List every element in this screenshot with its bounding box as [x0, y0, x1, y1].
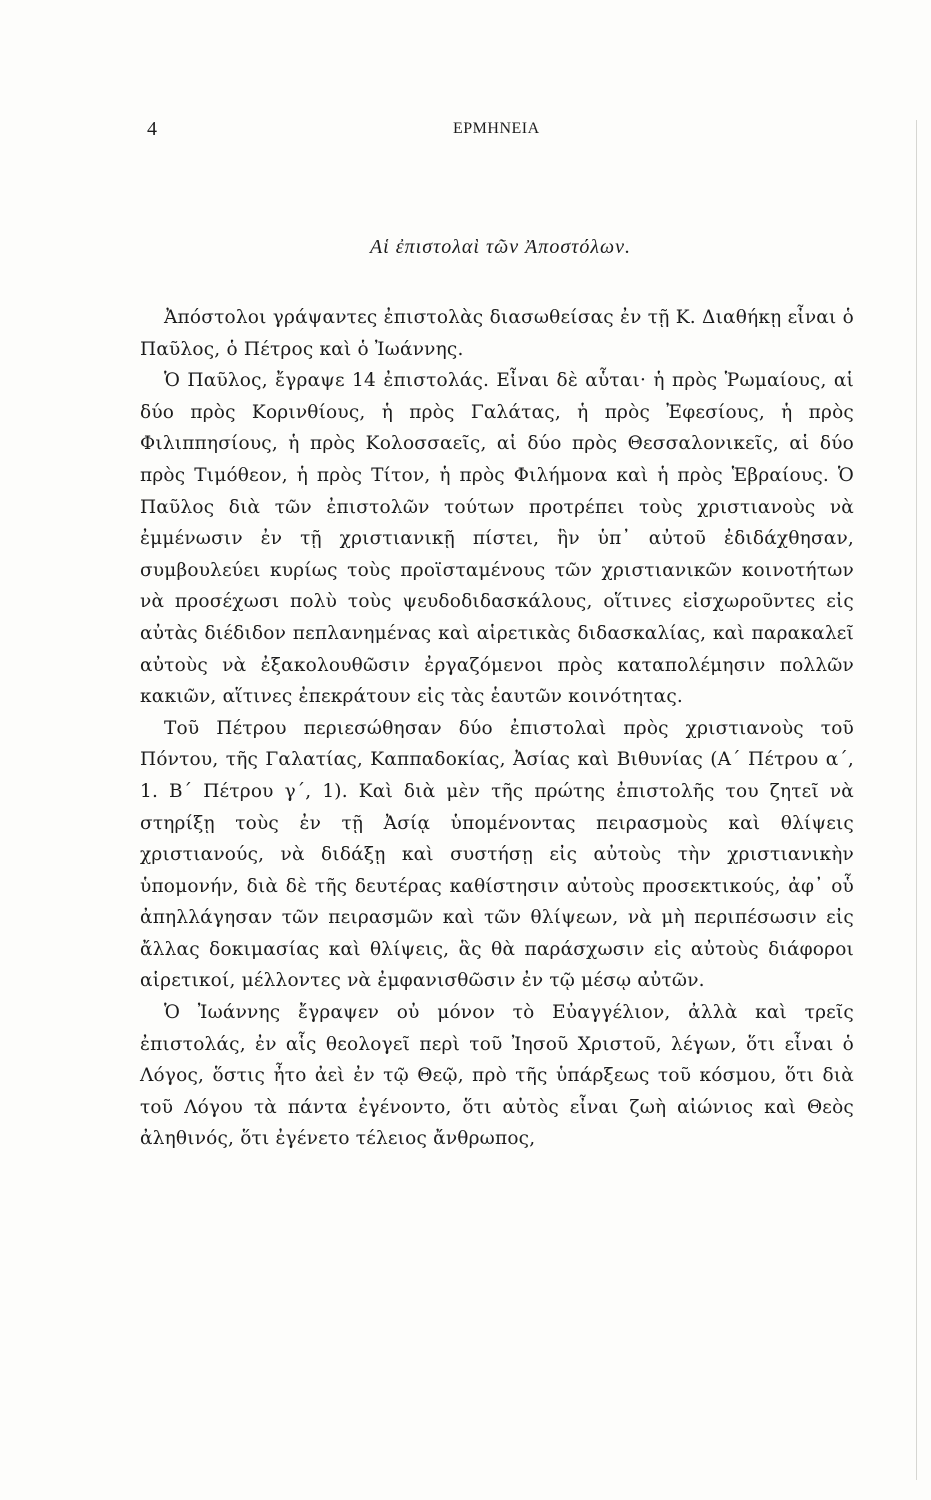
- paragraph: Ὁ Ἰωάννης ἔγραψεν οὐ μόνον τὸ Εὐαγγέλιον, ἀλλὰ καὶ τρεῖς ἐπιστολάς, ἐν αἷς θεολογεῖ περὶ τοῦ Ἰησοῦ Χριστοῦ, λέγων, ὅτι εἶναι ὁ Λόγος, ὅστις ἦτο ἀεὶ ἐν τῷ Θεῷ, πρὸ τῆς ὑπάρξεως τοῦ κόσμου, ὅτι διὰ τοῦ Λόγου τὰ πάντα ἐγένοντο, ὅτι αὐτὸς εἶναι ζωὴ αἰώνιος καὶ Θεὸς ἀληθινός, ὅτι ἐγένετο τέλειος ἄνθρωπος,: [140, 1002, 854, 1150]
- section-title: Αἱ ἐπιστολαὶ τῶν Ἀποστόλων.: [369, 236, 632, 258]
- paragraph: Τοῦ Πέτρου περιεσώθησαν δύο ἐπιστολαὶ πρὸς χριστιανοὺς τοῦ Πόντου, τῆς Γαλατίας, Καππαδοκίας, Ἀσίας καὶ Βιθυνίας (Α´ Πέτρου α´, 1. Β´ Πέτρου γ´, 1). Καὶ διὰ μὲν τῆς πρώτης ἐπιστολῆς του ζητεῖ νὰ στηρίξῃ τοὺς ἐν τῇ Ἀσίᾳ ὑπομένοντας πειρασμοὺς καὶ θλίψεις χριστιανούς, νὰ διδάξῃ καὶ συστήσῃ εἰς αὐτοὺς τὴν χριστιανικὴν ὑπομονήν, διὰ δὲ τῆς δευτέρας καθίστησιν αὐτοὺς προσεκτικούς, ἀφ᾽ οὗ ἀπηλλάγησαν τῶν πειρασμῶν καὶ τῶν θλίψεων, νὰ μὴ περιπέσωσιν εἰς ἄλλας δοκιμασίας καὶ θλίψεις, ἃς θὰ παράσχωσιν εἰς αὐτοὺς διάφοροι αἱρετικοί, μέλλοντες νὰ ἐμφανισθῶσιν ἐν τῷ μέσῳ αὐτῶν.: [140, 717, 854, 992]
- running-head: ΕΡΜΗΝΕΙΑ: [453, 120, 540, 137]
- page-header: [0, 118, 931, 146]
- page-edge-line: [916, 120, 917, 1480]
- page-number: 4: [147, 118, 157, 140]
- paragraph: Ὁ Παῦλος, ἔγραψε 14 ἐπιστολάς. Εἶναι δὲ αὗται· ἡ πρὸς Ῥωμαίους, αἱ δύο πρὸς Κορινθίους, ἡ πρὸς Γαλάτας, ἡ πρὸς Ἐφεσίους, ἡ πρὸς Φιλιππησίους, ἡ πρὸς Κολοσσαεῖς, αἱ δύο πρὸς Θεσσαλονικεῖς, αἱ δύο πρὸς Τιμόθεον, ἡ πρὸς Τίτον, ἡ πρὸς Φιλήμονα καὶ ἡ πρὸς Ἑβραίους. Ὁ Παῦλος διὰ τῶν ἐπιστολῶν τούτων προτρέπει τοὺς χριστιανοὺς νὰ ἐμμένωσιν ἐν τῇ χριστιανικῇ πίστει, ἣν ὑπ᾽ αὐτοῦ ἐδιδάχθησαν, συμβουλεύει κυρίως τοὺς προϊσταμένους τῶν χριστιανικῶν κοινοτήτων νὰ προσέχωσι πολὺ τοὺς ψευδοδιδασκάλους, οἵτινες εἰσχωροῦντες εἰς αὐτὰς διέδιδον πεπλανημένας καὶ αἱρετικὰς διδασκαλίας, καὶ παρακαλεῖ αὐτοὺς νὰ ἐξακολουθῶσιν ἐργαζόμενοι πρὸς καταπολέμησιν πολλῶν κακιῶν, αἵτινες ἐπεκράτουν εἰς τὰς ἑαυτῶν κοινότητας.: [140, 370, 854, 708]
- paragraph: Ἀπόστολοι γράψαντες ἐπιστολὰς διασωθείσας ἐν τῇ Κ. Διαθήκῃ εἶναι ὁ Παῦλος, ὁ Πέτρος καὶ ὁ Ἰωάννης.: [140, 307, 854, 360]
- body-text: [140, 302, 854, 1155]
